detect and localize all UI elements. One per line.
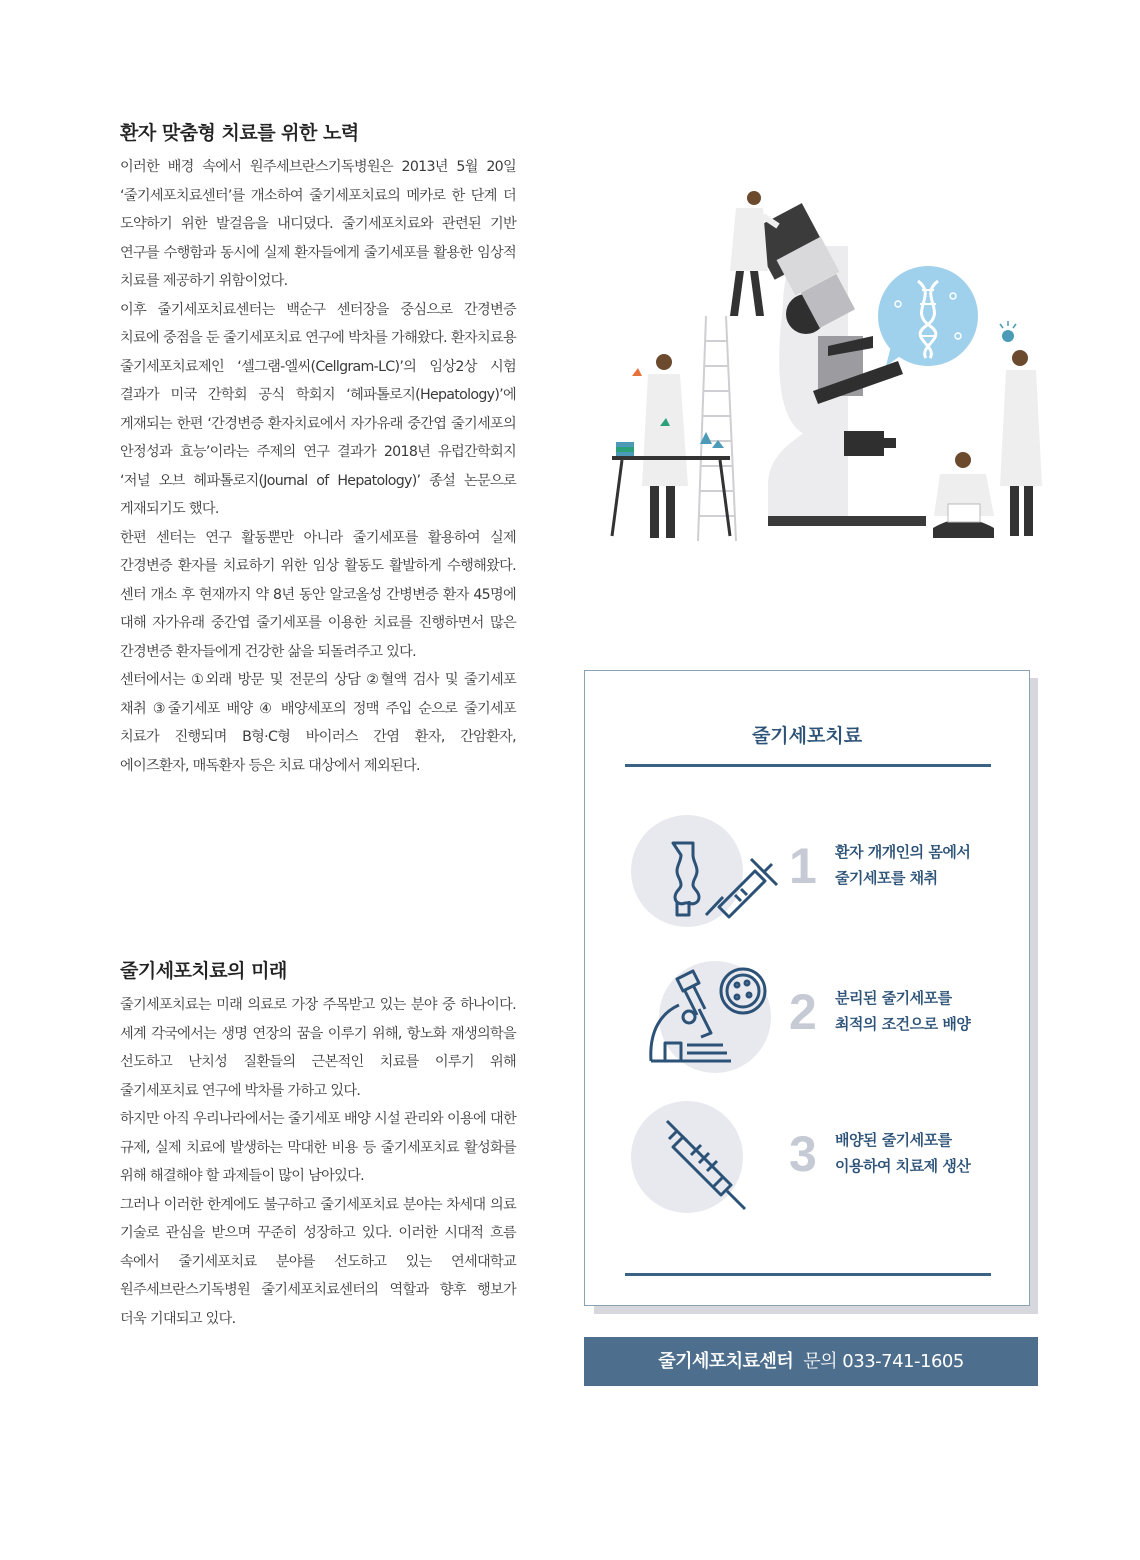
section-heading: 줄기세포치료의 미래 bbox=[120, 960, 287, 982]
bone-syringe-icon bbox=[631, 815, 781, 935]
microscope-cell-icon bbox=[631, 961, 781, 1081]
center-name: 줄기세포치료센터 bbox=[658, 1351, 794, 1372]
paragraph: 이러한 배경 속에서 원주세브란스기독병원은 2013년 5월 20일 ‘줄기세포치료센터’를 개소하여 줄기세포치료의 메카로 한 단계 더 도약하기 위한 발걸음을 내디뎠다. 줄기세포치료와 관련된 기반 연구를 수행함과 동시에 실제 환자들에게 줄기세포를 활용한 임상적 치료를 제공하기 위함이었다. bbox=[120, 159, 516, 289]
process-step-3 bbox=[631, 1103, 1011, 1223]
section-patient-care bbox=[120, 118, 516, 780]
scientist-with-lightbulb-icon bbox=[1000, 321, 1042, 536]
dna-bubble-icon bbox=[878, 266, 978, 366]
step-line: 배양된 줄기세포를 bbox=[835, 1131, 952, 1149]
stem-cell-process-card bbox=[584, 670, 1030, 1306]
paragraph: 이후 줄기세포치료센터는 백순구 센터장을 중심으로 간경변증 치료에 중점을 둔 줄기세포치료 연구에 박차를 가해왔다. 환자치료용 줄기세포치료제인 ‘셀그램-엘씨(Cellgram-LC)’의 임상2상 시험 결과가 미국 간학회 공식 학회지 ‘헤파톨로지(Hepatology)’에 게재되는 한편 ‘간경변증 환자치료에서 자가유래 중간엽 줄기세포의 안정성과 효능’이라는 주제의 연구 결과가 2018년 유럽간학회지 ‘저널 오브 헤파톨로지(Journal of Hepatology)’ 종설 논문으로 게재되기도 했다. bbox=[120, 301, 516, 517]
step-line: 이용하여 치료제 생산 bbox=[835, 1157, 971, 1175]
scientist-with-laptop-icon bbox=[933, 452, 994, 538]
divider bbox=[625, 1273, 991, 1276]
paragraph: 센터에서는 ①외래 방문 및 전문의 상담 ②혈액 검사 및 줄기세포 채취 ③줄기세포 배양 ④ 배양세포의 정맥 주입 순으로 줄기세포 치료가 진행되며 B형·C형 바이러스 간염 환자, 간암환자, 에이즈환자, 매독환자 등은 치료 대상에서 제외된다. bbox=[120, 672, 516, 774]
card-title: 줄기세포치료 bbox=[751, 725, 863, 747]
step-line: 환자 개개인의 몸에서 bbox=[835, 843, 971, 861]
contact-phone: 문의 033-741-1605 bbox=[803, 1351, 964, 1372]
paragraph: 한편 센터는 연구 활동뿐만 아니라 줄기세포를 활용하여 실제 간경변증 환자를 치료하기 위한 임상 활동도 활발하게 수행해왔다. 센터 개소 후 현재까지 약 8년 동안 알코올성 간병변증 환자 45명에 대해 자가유래 중간엽 줄기세포를 이용한 치료를 진행하면서 많은 간경변증 환자들에게 건강한 삶을 되돌려주고 있다. bbox=[120, 529, 516, 660]
step-description bbox=[835, 985, 970, 1037]
step-description bbox=[835, 1127, 970, 1179]
step-line: 최적의 조건으로 배양 bbox=[835, 1015, 971, 1033]
step-number: 3 bbox=[789, 1126, 817, 1182]
step-description bbox=[835, 839, 970, 891]
step-number: 2 bbox=[789, 984, 817, 1040]
lab-scientists-illustration bbox=[608, 186, 1048, 546]
paragraph: 그러나 이러한 한계에도 불구하고 줄기세포치료 분야는 차세대 의료 기술로 관심을 받으며 꾸준히 성장하고 있다. 이러한 시대적 흐름 속에서 줄기세포치료 분야를 선도하고 있는 연세대학교 원주세브란스기독병원 줄기세포치료센터의 역할과 향후 행보가 더욱 기대되고 있다. bbox=[120, 1196, 516, 1327]
paragraph: 줄기세포치료는 미래 의료로 가장 주목받고 있는 분야 중 하나이다. 세계 각국에서는 생명 연장의 꿈을 이루기 위해, 항노화 재생의학을 선도하고 난치성 질환들의 근본적인 치료를 이루기 위해 줄기세포치료 연구에 박차를 가하고 있다. bbox=[120, 997, 516, 1099]
process-step-2 bbox=[631, 961, 1011, 1081]
process-step-1 bbox=[631, 815, 1011, 935]
scientist-with-flask-icon bbox=[632, 354, 688, 538]
paragraph: 하지만 아직 우리나라에서는 줄기세포 배양 시설 관리와 이용에 대한 규제, 실제 치료에 발생하는 막대한 비용 등 줄기세포치료 활성화를 위해 해결해야 할 과제들이 많이 남아있다. bbox=[120, 1111, 516, 1184]
step-number: 1 bbox=[789, 838, 817, 894]
step-line: 분리된 줄기세포를 bbox=[835, 989, 952, 1007]
microscope-icon bbox=[749, 203, 926, 526]
contact-bar bbox=[584, 1337, 1038, 1386]
syringe-icon bbox=[631, 1103, 781, 1223]
section-heading: 환자 맞춤형 치료를 위한 노력 bbox=[120, 122, 359, 144]
section-future bbox=[120, 956, 516, 1333]
step-line: 줄기세포를 채취 bbox=[835, 869, 938, 887]
divider bbox=[625, 764, 991, 767]
ladder-icon bbox=[698, 316, 736, 541]
